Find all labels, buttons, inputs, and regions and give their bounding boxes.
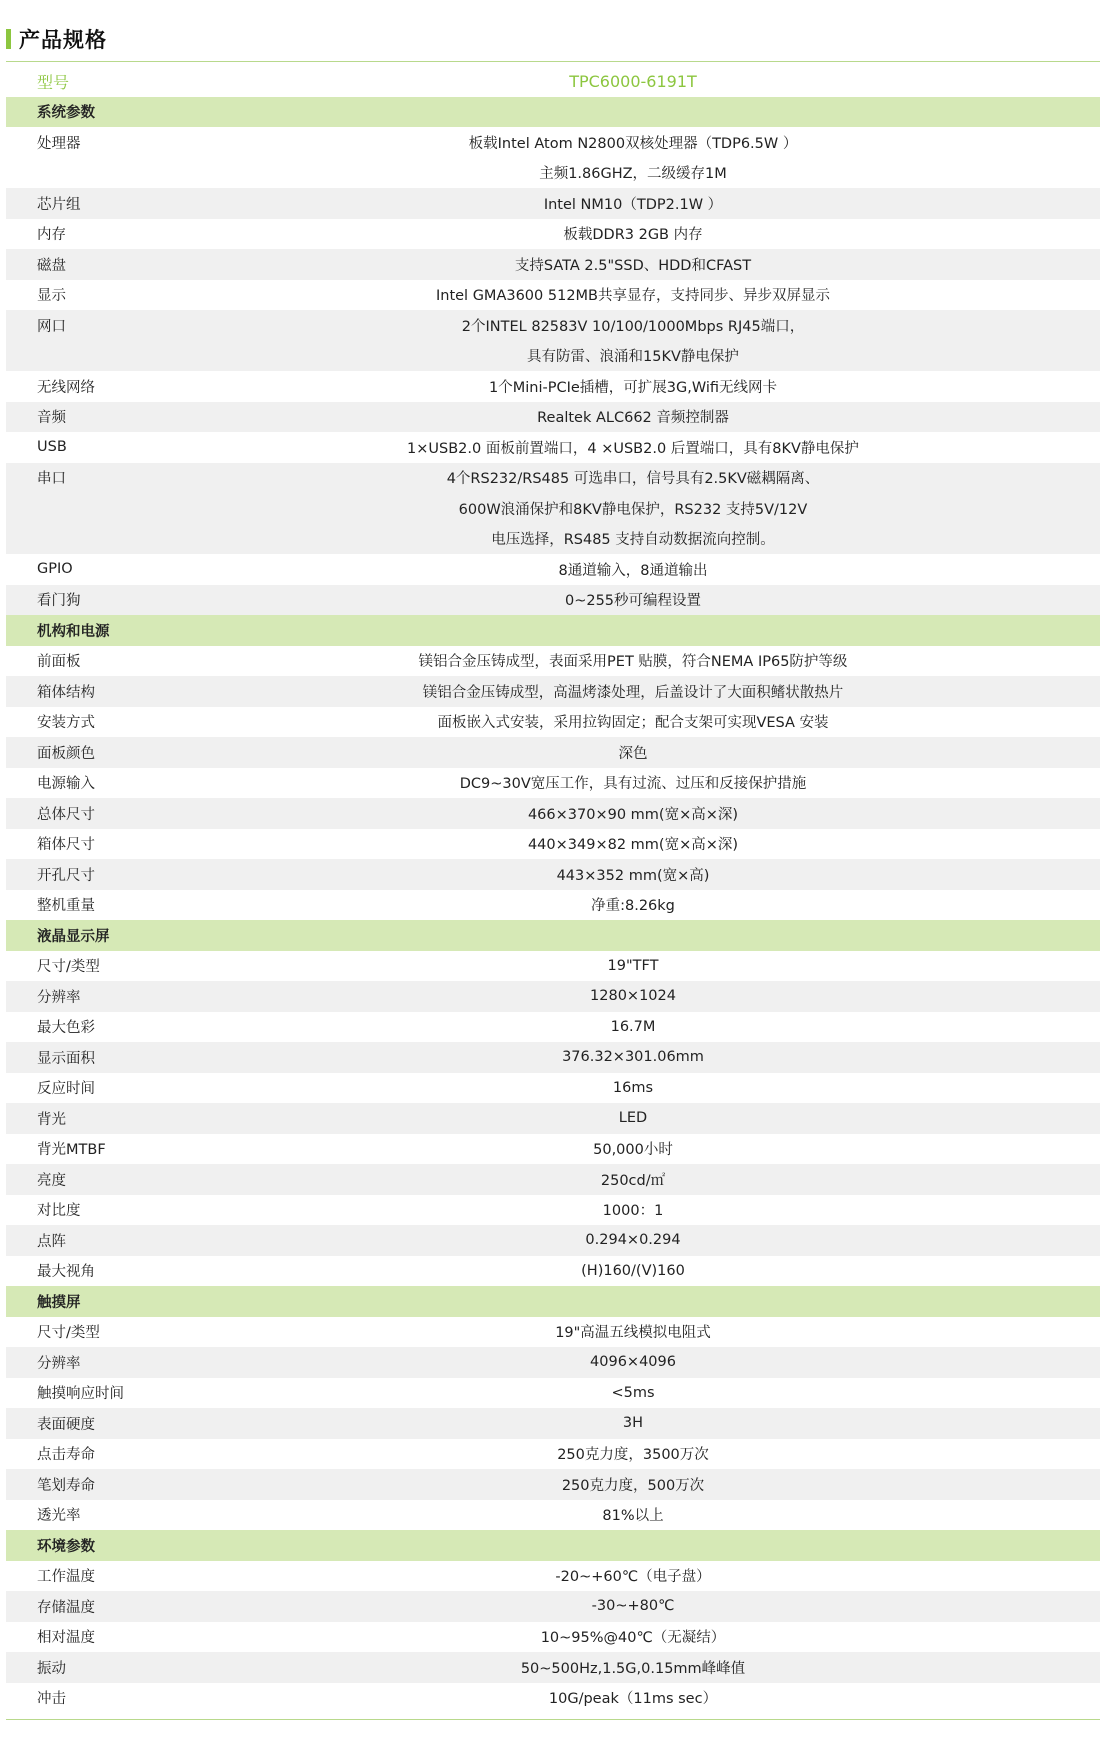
spec-label: 总体尺寸 — [37, 806, 95, 823]
spec-label: 分辨率 — [37, 989, 81, 1006]
spec-row — [6, 707, 1100, 738]
spec-row — [6, 1683, 1100, 1714]
spec-row — [6, 188, 1100, 219]
spec-label: 串口 — [37, 471, 66, 488]
spec-row — [6, 1500, 1100, 1531]
spec-row — [6, 890, 1100, 921]
spec-label: 点击寿命 — [37, 1447, 95, 1464]
spec-value: 1个Mini-PCIe插槽，可扩展3G,Wifi无线网卡 — [488, 379, 778, 396]
spec-label: 冲击 — [37, 1691, 66, 1708]
spec-value: Intel NM10（TDP2.1W ） — [543, 196, 723, 213]
spec-value: 支持SATA 2.5"SSD、HDD和CFAST — [514, 257, 752, 274]
spec-row — [6, 798, 1100, 829]
spec-label: 相对温度 — [37, 1630, 95, 1647]
section-title: 系统参数 — [37, 105, 95, 122]
spec-label: 表面硬度 — [37, 1416, 95, 1433]
section-title: 环境参数 — [37, 1538, 95, 1555]
spec-label: GPIO — [37, 561, 73, 578]
spec-value: 主频1.86GHZ，二级缓存1M — [539, 166, 727, 183]
spec-value: 1×USB2.0 面板前置端口，4 ×USB2.0 后置端口，具有8KV静电保护 — [407, 440, 859, 457]
spec-row — [6, 1012, 1100, 1043]
spec-value: 10G/peak（11ms sec） — [548, 1691, 718, 1708]
spec-label: 音频 — [37, 410, 66, 427]
spec-label: 芯片组 — [37, 196, 81, 213]
spec-label: 面板颜色 — [37, 745, 95, 762]
spec-row — [6, 1195, 1100, 1226]
spec-value: 1280×1024 — [590, 988, 676, 1005]
spec-row — [6, 402, 1100, 433]
spec-value: -30~+80℃ — [591, 1598, 675, 1615]
spec-label: 处理器 — [37, 135, 81, 152]
spec-label: 看门狗 — [37, 593, 81, 610]
model-row — [6, 66, 1100, 97]
title-divider — [6, 61, 1100, 62]
spec-label: 无线网络 — [37, 379, 95, 396]
spec-row-continuation — [6, 158, 1100, 189]
spec-row — [6, 280, 1100, 311]
spec-value: 1000：1 — [602, 1203, 664, 1220]
spec-value: 板载DDR3 2GB 内存 — [563, 227, 703, 244]
title-accent-bar — [6, 29, 11, 49]
model-label: 型号 — [37, 72, 70, 92]
spec-row — [6, 432, 1100, 463]
spec-value: 466×370×90 mm(宽×高×深) — [527, 806, 739, 823]
spec-value: Realtek ALC662 音频控制器 — [537, 410, 729, 427]
spec-row — [6, 463, 1100, 494]
spec-row — [6, 1408, 1100, 1439]
spec-label: 箱体尺寸 — [37, 837, 95, 854]
spec-row — [6, 371, 1100, 402]
spec-row — [6, 676, 1100, 707]
spec-value: 面板嵌入式安装，采用拉钩固定；配合支架可实现VESA 安装 — [437, 715, 829, 732]
spec-label: 背光MTBF — [37, 1142, 106, 1159]
spec-value: 250克力度，3500万次 — [557, 1447, 709, 1464]
spec-row — [6, 1073, 1100, 1104]
spec-label: 网口 — [37, 318, 66, 335]
spec-value: DC9~30V宽压工作，具有过流、过压和反接保护措施 — [459, 776, 807, 793]
spec-row — [6, 1622, 1100, 1653]
spec-label: 对比度 — [37, 1203, 81, 1220]
spec-row — [6, 1469, 1100, 1500]
spec-row — [6, 127, 1100, 158]
spec-value: 4个RS232/RS485 可选串口，信号具有2.5KV磁耦隔离、 — [446, 471, 820, 488]
spec-value: 0.294×0.294 — [585, 1232, 681, 1249]
spec-value: 板载Intel Atom N2800双核处理器（TDP6.5W ） — [468, 135, 798, 152]
spec-value: 10~95%@40℃（无凝结） — [540, 1630, 726, 1647]
page-title: 产品规格 — [19, 28, 107, 52]
section-header — [6, 1286, 1100, 1317]
spec-value: 50,000小时 — [593, 1142, 673, 1159]
spec-row — [6, 951, 1100, 982]
spec-label: USB — [37, 439, 67, 456]
spec-row — [6, 737, 1100, 768]
spec-value: 电压选择，RS485 支持自动数据流向控制。 — [491, 532, 775, 549]
spec-row — [6, 1164, 1100, 1195]
spec-label: 安装方式 — [37, 715, 95, 732]
spec-label: 亮度 — [37, 1172, 66, 1189]
spec-label: 前面板 — [37, 654, 81, 671]
spec-label: 背光 — [37, 1111, 66, 1128]
spec-value: 81%以上 — [602, 1508, 664, 1525]
spec-label: 触摸响应时间 — [37, 1386, 124, 1403]
spec-value: 19"高温五线模拟电阻式 — [555, 1325, 711, 1342]
spec-value: 净重:8.26kg — [591, 898, 675, 915]
spec-row — [6, 249, 1100, 280]
spec-table — [6, 66, 1100, 1713]
spec-row — [6, 1347, 1100, 1378]
spec-label: 内存 — [37, 227, 66, 244]
section-title: 机构和电源 — [37, 623, 110, 640]
spec-value: (H)160/(V)160 — [581, 1262, 685, 1279]
spec-value: 3H — [622, 1415, 644, 1432]
spec-value: 16.7M — [610, 1018, 656, 1035]
spec-row — [6, 981, 1100, 1012]
spec-value: 0~255秒可编程设置 — [564, 593, 702, 610]
spec-row — [6, 1591, 1100, 1622]
spec-value: -20~+60℃（电子盘） — [555, 1569, 711, 1586]
section-title: 液晶显示屏 — [37, 928, 110, 945]
spec-label: 尺寸/类型 — [37, 959, 100, 976]
spec-row — [6, 859, 1100, 890]
spec-row — [6, 1652, 1100, 1683]
spec-row — [6, 310, 1100, 341]
section-title: 触摸屏 — [37, 1294, 81, 1311]
section-header — [6, 1530, 1100, 1561]
spec-label: 最大色彩 — [37, 1020, 95, 1037]
spec-row — [6, 585, 1100, 616]
spec-value: 50~500Hz,1.5G,0.15mm峰峰值 — [520, 1660, 746, 1677]
spec-value: 19"TFT — [607, 957, 659, 974]
model-value: TPC6000-6191T — [569, 71, 697, 91]
spec-row — [6, 1134, 1100, 1165]
spec-label: 箱体结构 — [37, 684, 95, 701]
spec-row — [6, 646, 1100, 677]
spec-row-continuation — [6, 493, 1100, 524]
spec-row — [6, 1256, 1100, 1287]
spec-row — [6, 554, 1100, 585]
spec-label: 存储温度 — [37, 1599, 95, 1616]
spec-value: 8通道输入，8通道输出 — [558, 562, 708, 579]
spec-row-continuation — [6, 341, 1100, 372]
spec-label: 开孔尺寸 — [37, 867, 95, 884]
spec-row — [6, 219, 1100, 250]
spec-value: 镁铝合金压铸成型，高温烤漆处理，后盖设计了大面积鳍状散热片 — [422, 684, 844, 701]
spec-label: 显示面积 — [37, 1050, 95, 1067]
spec-value: 2个INTEL 82583V 10/100/1000Mbps RJ45端口， — [461, 318, 805, 335]
spec-row — [6, 1225, 1100, 1256]
spec-value: 镁铝合金压铸成型，表面采用PET 贴膜，符合NEMA IP65防护等级 — [418, 654, 848, 671]
spec-value: 具有防雷、浪涌和15KV静电保护 — [527, 349, 739, 366]
section-header — [6, 920, 1100, 951]
spec-value: 4096×4096 — [590, 1354, 676, 1371]
spec-label: 尺寸/类型 — [37, 1325, 100, 1342]
spec-label: 显示 — [37, 288, 66, 305]
bottom-divider — [6, 1719, 1100, 1720]
section-header — [6, 615, 1100, 646]
spec-label: 最大视角 — [37, 1264, 95, 1281]
spec-row — [6, 1378, 1100, 1409]
spec-label: 反应时间 — [37, 1081, 95, 1098]
spec-value: LED — [618, 1110, 648, 1127]
spec-value: 600W浪涌保护和8KV静电保护，RS232 支持5V/12V — [458, 501, 808, 518]
spec-row — [6, 1103, 1100, 1134]
spec-label: 整机重量 — [37, 898, 95, 915]
spec-row — [6, 1561, 1100, 1592]
spec-row — [6, 768, 1100, 799]
spec-value: <5ms — [611, 1384, 655, 1401]
spec-value: 16ms — [612, 1079, 654, 1096]
spec-value: 250cd/㎡ — [600, 1172, 666, 1189]
spec-value: 443×352 mm(宽×高) — [556, 867, 710, 884]
spec-label: 点阵 — [37, 1233, 66, 1250]
spec-value: Intel GMA3600 512MB共享显存，支持同步、异步双屏显示 — [435, 288, 831, 305]
spec-label: 振动 — [37, 1660, 66, 1677]
spec-row — [6, 1439, 1100, 1470]
spec-value: 250克力度，500万次 — [561, 1477, 705, 1494]
spec-label: 分辨率 — [37, 1355, 81, 1372]
spec-value: 440×349×82 mm(宽×高×深) — [527, 837, 739, 854]
spec-label: 工作温度 — [37, 1569, 95, 1586]
spec-row — [6, 1042, 1100, 1073]
spec-label: 笔划寿命 — [37, 1477, 95, 1494]
spec-value: 376.32×301.06mm — [562, 1049, 704, 1066]
spec-label: 透光率 — [37, 1508, 81, 1525]
spec-label: 磁盘 — [37, 257, 66, 274]
spec-row — [6, 829, 1100, 860]
section-header — [6, 97, 1100, 128]
spec-row-continuation — [6, 524, 1100, 555]
spec-value: 深色 — [618, 745, 648, 762]
spec-label: 电源输入 — [37, 776, 95, 793]
spec-row — [6, 1317, 1100, 1348]
page-header — [6, 24, 107, 54]
